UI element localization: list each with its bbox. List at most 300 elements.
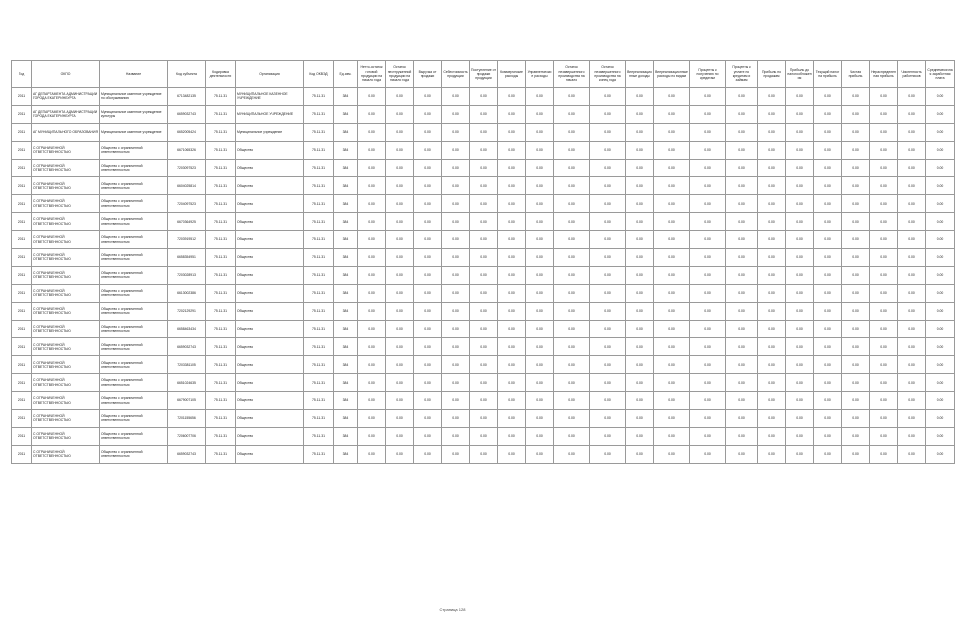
table-cell: Общество с ограниченной ответственностью [100, 195, 168, 213]
table-cell: 0.00 [898, 159, 926, 177]
table-cell: 0.00 [654, 410, 690, 428]
table-cell: 0.00 [442, 231, 470, 249]
table-cell: 0.00 [726, 249, 758, 267]
table-cell: 0.00 [898, 213, 926, 231]
table-cell: 75.11.31 [206, 195, 236, 213]
table-cell: 75.11.31 [206, 427, 236, 445]
table-cell: 0.00 [758, 177, 786, 195]
table-cell: С ОГРАНИЧЕННОЙ ОТВЕТСТВЕННОСТЬЮ [32, 231, 100, 249]
table-cell: 0.00 [470, 392, 498, 410]
table-cell: МУНИЦИПАЛЬНОЕ УЧРЕЖДЕНИЕ [236, 105, 304, 123]
table-cell: 0.00 [758, 105, 786, 123]
table-cell: 2011 [12, 123, 32, 141]
table-cell: 0.00 [442, 356, 470, 374]
table-row [12, 249, 955, 267]
table-cell: 0.00 [386, 445, 414, 463]
table-cell: 0.00 [842, 445, 870, 463]
table-cell: 0.00 [786, 195, 814, 213]
table-cell: 0.00 [626, 231, 654, 249]
table-cell: 0.00 [386, 374, 414, 392]
table-cell: 75.11.31 [304, 88, 334, 106]
table-cell: 0.00 [842, 302, 870, 320]
table-cell: С ОГРАНИЧЕННОЙ ОТВЕТСТВЕННОСТЬЮ [32, 213, 100, 231]
table-cell: 0.00 [498, 302, 526, 320]
table-cell: 0.00 [786, 88, 814, 106]
table-cell: 0.00 [470, 410, 498, 428]
table-cell: 0.00 [442, 195, 470, 213]
table-cell: 0.00 [442, 105, 470, 123]
table-cell: 0.00 [470, 141, 498, 159]
table-cell: 0.00 [842, 374, 870, 392]
table-cell: 6713482135 [168, 88, 206, 106]
table-cell: 0.00 [414, 159, 442, 177]
table-cell: 0.00 [554, 356, 590, 374]
table-cell: 0.00 [470, 105, 498, 123]
table-cell: 0.00 [814, 177, 842, 195]
table-cell: 2011 [12, 427, 32, 445]
table-cell: 75.11.31 [206, 123, 236, 141]
table-cell: 0.00 [414, 374, 442, 392]
table-row [12, 338, 955, 356]
table-cell: 384 [334, 284, 358, 302]
table-cell: 0.00 [470, 159, 498, 177]
table-cell: Общество с ограниченной ответственностью [100, 231, 168, 249]
table-cell: 75.11.31 [206, 338, 236, 356]
table-cell: 0.00 [898, 249, 926, 267]
table-cell: 0.00 [926, 392, 955, 410]
table-cell: С ОГРАНИЧЕННОЙ ОТВЕТСТВЕННОСТЬЮ [32, 410, 100, 428]
table-cell: 0.00 [690, 195, 726, 213]
table-cell: 0.00 [526, 88, 554, 106]
table-cell: 0.00 [758, 88, 786, 106]
table-cell: 0.00 [870, 410, 898, 428]
table-cell: 0.00 [690, 213, 726, 231]
table-cell: 0.00 [590, 195, 626, 213]
table-cell: 0.00 [554, 249, 590, 267]
table-cell: 0.00 [358, 374, 386, 392]
table-cell: 384 [334, 302, 358, 320]
table-cell: 0.00 [726, 231, 758, 249]
table-cell: 0.00 [814, 427, 842, 445]
table-cell: 0.00 [414, 213, 442, 231]
table-cell: 2011 [12, 159, 32, 177]
table-cell: 0.00 [842, 266, 870, 284]
table-cell: 0.00 [842, 249, 870, 267]
table-cell: 0.00 [590, 88, 626, 106]
table-cell: 0.00 [590, 105, 626, 123]
table-cell: 0.00 [442, 374, 470, 392]
table-cell: 0.00 [926, 141, 955, 159]
table-cell: 0.00 [926, 213, 955, 231]
table-cell: 0.00 [758, 320, 786, 338]
table-cell: 0.00 [590, 320, 626, 338]
table-cell: 0.00 [626, 284, 654, 302]
table-cell: 0.00 [926, 177, 955, 195]
table-cell: 0.00 [758, 284, 786, 302]
table-cell: 0.00 [626, 195, 654, 213]
table-cell: 0.00 [814, 338, 842, 356]
table-cell: 0.00 [626, 320, 654, 338]
table-cell: 0.00 [690, 159, 726, 177]
table-cell: Общество [236, 392, 304, 410]
table-cell: 0.00 [626, 427, 654, 445]
table-cell: 384 [334, 231, 358, 249]
table-cell: 0.00 [654, 302, 690, 320]
table-cell: 0.00 [654, 392, 690, 410]
table-cell: 2011 [12, 320, 32, 338]
table-cell: 2011 [12, 195, 32, 213]
table-row [12, 141, 955, 159]
table-cell: 0.00 [590, 266, 626, 284]
table-cell: 0.00 [526, 231, 554, 249]
table-cell: 0.00 [554, 177, 590, 195]
table-cell: 0.00 [386, 320, 414, 338]
table-cell: 0.00 [690, 141, 726, 159]
table-row [12, 231, 955, 249]
table-cell: С ОГРАНИЧЕННОЙ ОТВЕТСТВЕННОСТЬЮ [32, 445, 100, 463]
table-cell: 0.00 [470, 302, 498, 320]
table-cell: 0.00 [386, 195, 414, 213]
table-cell: 0.00 [898, 177, 926, 195]
table-cell: 0.00 [842, 427, 870, 445]
table-cell: С ОГРАНИЧЕННОЙ ОТВЕТСТВЕННОСТЬЮ [32, 427, 100, 445]
column-header: Кодировка деятельности [206, 61, 236, 88]
table-cell: 0.00 [442, 427, 470, 445]
table-cell: 0.00 [414, 88, 442, 106]
table-cell: 0.00 [814, 302, 842, 320]
table-cell: 0.00 [590, 445, 626, 463]
table-row [12, 123, 955, 141]
table-cell: 0.00 [386, 159, 414, 177]
table-cell: 75.11.31 [304, 284, 334, 302]
table-cell: 0.00 [626, 338, 654, 356]
table-cell: 0.00 [842, 284, 870, 302]
table-cell: 0.00 [358, 445, 386, 463]
table-cell: 384 [334, 123, 358, 141]
table-row [12, 427, 955, 445]
table-cell: 0.00 [758, 427, 786, 445]
table-cell: 0.00 [590, 356, 626, 374]
table-cell: 0.00 [414, 177, 442, 195]
table-cell: 6659032743 [168, 338, 206, 356]
table-cell: 0.00 [726, 105, 758, 123]
column-header: Управленческие расходы [526, 61, 554, 88]
column-header: Код субъекта [168, 61, 206, 88]
table-cell: 0.00 [414, 320, 442, 338]
table-cell: 0.00 [814, 392, 842, 410]
column-header: Поступление от продажи продукции [470, 61, 498, 88]
table-cell: С ОГРАНИЧЕННОЙ ОТВЕТСТВЕННОСТЬЮ [32, 338, 100, 356]
table-cell: 0.00 [690, 445, 726, 463]
table-cell: 2011 [12, 266, 32, 284]
table-cell: 0.00 [414, 123, 442, 141]
table-cell: 0.00 [626, 410, 654, 428]
table-cell: 384 [334, 356, 358, 374]
table-cell: С ОГРАНИЧЕННОЙ ОТВЕТСТВЕННОСТЬЮ [32, 320, 100, 338]
table-cell: 0.00 [726, 88, 758, 106]
table-cell: 0.00 [554, 123, 590, 141]
column-header: Ед.изм. [334, 61, 358, 88]
table-cell: 0.00 [786, 445, 814, 463]
table-cell: 0.00 [758, 392, 786, 410]
table-cell: 0.00 [926, 302, 955, 320]
table-row [12, 266, 955, 284]
table-row [12, 159, 955, 177]
table-cell: 384 [334, 338, 358, 356]
table-cell: 0.00 [498, 445, 526, 463]
table-cell: 0.00 [726, 410, 758, 428]
table-cell: 0.00 [498, 427, 526, 445]
table-cell: 0.00 [898, 320, 926, 338]
table-cell: 2011 [12, 392, 32, 410]
table-cell: 0.00 [758, 249, 786, 267]
table-cell: 0.00 [358, 356, 386, 374]
table-cell: 75.11.31 [206, 213, 236, 231]
table-cell: 7202129291 [168, 302, 206, 320]
table-cell: 0.00 [654, 159, 690, 177]
table-cell: 0.00 [926, 320, 955, 338]
table-cell: 0.00 [654, 374, 690, 392]
table-cell: 384 [334, 177, 358, 195]
table-cell: АГ ДЕПАРТАМЕНТА АДМИНИСТРАЦИИ ГОРОДА ЕКАТЕРИНБУРГА [32, 88, 100, 106]
table-cell: 0.00 [842, 159, 870, 177]
table-cell: 0.00 [554, 302, 590, 320]
table-cell: 384 [334, 249, 358, 267]
table-cell: Общество с ограниченной ответственностью [100, 427, 168, 445]
table-cell: 0.00 [526, 427, 554, 445]
table-cell: 0.00 [554, 427, 590, 445]
table-cell: 0.00 [726, 284, 758, 302]
table-cell: 0.00 [842, 320, 870, 338]
table-cell: 384 [334, 427, 358, 445]
table-cell: 0.00 [870, 445, 898, 463]
table-cell: 0.00 [898, 374, 926, 392]
table-cell: 0.00 [498, 123, 526, 141]
table-cell: 2011 [12, 284, 32, 302]
table-cell: 75.11.31 [206, 445, 236, 463]
table-cell: 0.00 [414, 141, 442, 159]
table-cell: 384 [334, 266, 358, 284]
table-cell: 0.00 [726, 141, 758, 159]
table-cell: 0.00 [926, 88, 955, 106]
table-cell: 0.00 [814, 123, 842, 141]
table-cell: 0.00 [726, 213, 758, 231]
table-cell: Общество [236, 249, 304, 267]
table-cell: 0.00 [526, 249, 554, 267]
table-cell: 2011 [12, 356, 32, 374]
table-cell: 0.00 [554, 392, 590, 410]
table-cell: 0.00 [654, 266, 690, 284]
table-cell: 0.00 [814, 320, 842, 338]
table-cell: 0.00 [386, 123, 414, 141]
table-cell: 0.00 [498, 356, 526, 374]
table-cell: 6651024635 [168, 374, 206, 392]
table-cell: 2011 [12, 410, 32, 428]
column-header: Численность работников [898, 61, 926, 88]
table-cell: 0.00 [590, 284, 626, 302]
table-cell: 0.00 [554, 231, 590, 249]
table-cell: 0.00 [870, 427, 898, 445]
table-cell: 0.00 [414, 392, 442, 410]
table-cell: 0.00 [814, 141, 842, 159]
table-row [12, 302, 955, 320]
table-cell: 0.00 [690, 105, 726, 123]
table-cell: 0.00 [470, 213, 498, 231]
table-cell: 0.00 [926, 231, 955, 249]
table-cell: 0.00 [626, 392, 654, 410]
table-cell: 0.00 [726, 195, 758, 213]
table-cell: С ОГРАНИЧЕННОЙ ОТВЕТСТВЕННОСТЬЮ [32, 141, 100, 159]
table-cell: 6658354951 [168, 249, 206, 267]
table-cell: 0.00 [470, 338, 498, 356]
table-cell: Общество [236, 445, 304, 463]
column-header: Остаток незавершенного производства на начало [554, 61, 590, 88]
table-cell: 0.00 [870, 213, 898, 231]
table-cell: 0.00 [498, 284, 526, 302]
table-row [12, 284, 955, 302]
table-cell: 0.00 [786, 392, 814, 410]
table-cell: 0.00 [554, 320, 590, 338]
table-cell: Общество [236, 195, 304, 213]
table-cell: 0.00 [870, 177, 898, 195]
table-cell: 0.00 [554, 266, 590, 284]
table-cell: 0.00 [554, 284, 590, 302]
table-cell: 0.00 [498, 105, 526, 123]
table-cell: 0.00 [590, 141, 626, 159]
table-cell: С ОГРАНИЧЕННОЙ ОТВЕТСТВЕННОСТЬЮ [32, 392, 100, 410]
table-cell: 75.11.31 [206, 284, 236, 302]
table-cell: 0.00 [842, 392, 870, 410]
table-cell: Общество с ограниченной ответственностью [100, 177, 168, 195]
table-cell: 0.00 [758, 159, 786, 177]
table-cell: 0.00 [898, 302, 926, 320]
table-cell: 0.00 [442, 410, 470, 428]
table-cell: 0.00 [726, 356, 758, 374]
table-cell: 0.00 [414, 338, 442, 356]
table-cell: 75.11.31 [206, 141, 236, 159]
table-cell: 0.00 [654, 427, 690, 445]
table-cell: 2011 [12, 338, 32, 356]
table-row [12, 88, 955, 106]
table-cell: 75.11.31 [304, 356, 334, 374]
table-cell: 0.00 [726, 123, 758, 141]
table-header-row [12, 61, 955, 88]
table-cell: 0.00 [690, 410, 726, 428]
table-cell: 0.00 [842, 231, 870, 249]
table-row [12, 320, 955, 338]
table-cell: Общество с ограниченной ответственностью [100, 445, 168, 463]
table-cell: 75.11.31 [304, 159, 334, 177]
table-cell: 0.00 [470, 231, 498, 249]
table-cell: 0.00 [654, 231, 690, 249]
table-cell: 0.00 [898, 356, 926, 374]
table-cell: 0.00 [898, 284, 926, 302]
table-cell: 0.00 [442, 445, 470, 463]
table-cell: 75.11.31 [304, 302, 334, 320]
table-cell: 0.00 [626, 141, 654, 159]
table-cell: 0.00 [498, 159, 526, 177]
table-cell: Муниципальное казенное учреждение [100, 123, 168, 141]
table-cell: 0.00 [590, 123, 626, 141]
table-cell: Муниципальное учреждение [236, 123, 304, 141]
table-cell: 0.00 [898, 427, 926, 445]
table-cell: 0.00 [654, 249, 690, 267]
table-cell: 0.00 [842, 105, 870, 123]
table-cell: 0.00 [442, 141, 470, 159]
table-cell: 0.00 [626, 445, 654, 463]
table-cell: 0.00 [498, 338, 526, 356]
table-cell: 0.00 [386, 231, 414, 249]
table-row [12, 195, 955, 213]
table-cell: 0.00 [654, 88, 690, 106]
table-cell: 0.00 [526, 302, 554, 320]
table-cell: 0.00 [870, 105, 898, 123]
table-cell: 75.11.31 [304, 374, 334, 392]
table-cell: 0.00 [590, 177, 626, 195]
table-row [12, 445, 955, 463]
table-cell: 0.00 [926, 266, 955, 284]
table-cell: 0.00 [786, 284, 814, 302]
table-cell: 7203028913 [168, 266, 206, 284]
table-cell: 0.00 [386, 88, 414, 106]
table-cell: 0.00 [898, 105, 926, 123]
column-header: Среднемесячная заработная плата [926, 61, 955, 88]
table-cell: 0.00 [498, 410, 526, 428]
table-cell: Общество с ограниченной ответственностью [100, 249, 168, 267]
table-cell: 0.00 [898, 88, 926, 106]
table-cell: 0.00 [358, 284, 386, 302]
table-cell: 384 [334, 392, 358, 410]
table-cell: 0.00 [386, 266, 414, 284]
table-cell: 0.00 [626, 105, 654, 123]
table-cell: 7204097523 [168, 195, 206, 213]
table-cell: 0.00 [358, 195, 386, 213]
table-cell: 0.00 [358, 141, 386, 159]
table-cell: 75.11.31 [206, 249, 236, 267]
table-cell: 0.00 [526, 177, 554, 195]
table-cell: 0.00 [442, 302, 470, 320]
column-header: Нераспределенная прибыль [870, 61, 898, 88]
table-body [12, 88, 955, 464]
table-cell: 0.00 [554, 141, 590, 159]
table-cell: 0.00 [442, 88, 470, 106]
table-cell: 0.00 [758, 374, 786, 392]
table-cell: Общество [236, 284, 304, 302]
table-cell: 0.00 [358, 231, 386, 249]
table-cell: 0.00 [414, 445, 442, 463]
table-cell: Общество с ограниченной ответственностью [100, 213, 168, 231]
table-cell: 0.00 [870, 88, 898, 106]
table-cell: 0.00 [498, 249, 526, 267]
table-cell: 0.00 [870, 195, 898, 213]
table-cell: 0.00 [926, 445, 955, 463]
table-cell: Общество [236, 177, 304, 195]
table-cell: 0.00 [470, 374, 498, 392]
table-cell: 0.00 [526, 320, 554, 338]
table-cell: 0.00 [526, 392, 554, 410]
table-cell: 0.00 [870, 392, 898, 410]
table-cell: 0.00 [626, 213, 654, 231]
table-cell: 0.00 [758, 356, 786, 374]
table-cell: 0.00 [590, 392, 626, 410]
table-cell: 0.00 [654, 123, 690, 141]
table-cell: 0.00 [726, 302, 758, 320]
table-cell: 75.11.31 [206, 410, 236, 428]
table-cell: 75.11.31 [206, 177, 236, 195]
table-cell: 6659032743 [168, 445, 206, 463]
table-row [12, 105, 955, 123]
table-cell: 0.00 [726, 159, 758, 177]
